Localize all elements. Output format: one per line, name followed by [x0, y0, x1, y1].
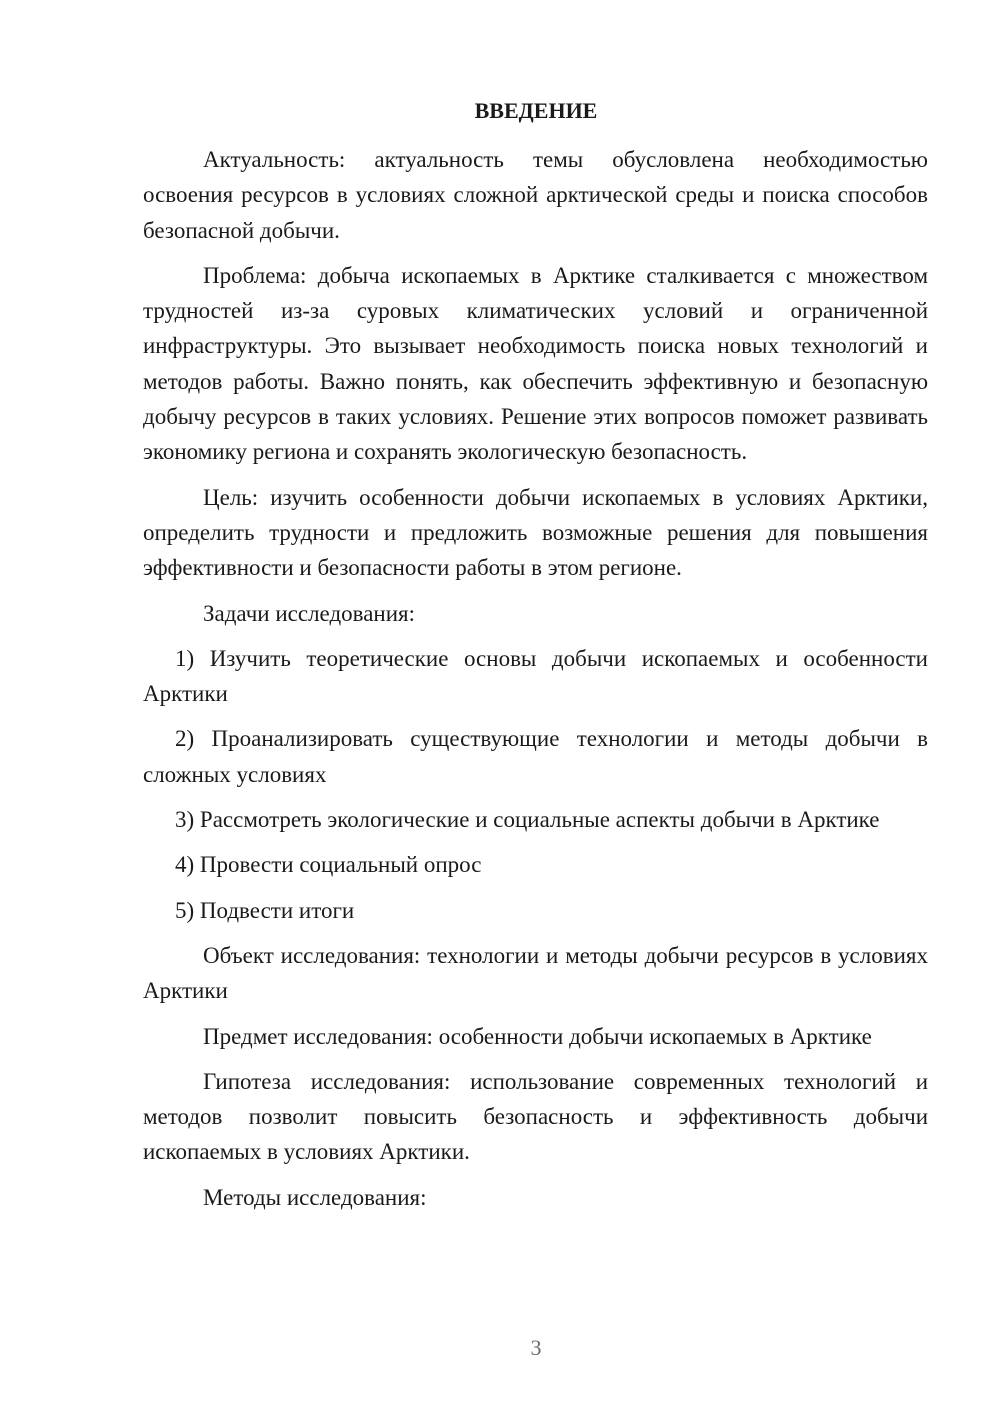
- tasks-heading: Задачи исследования:: [203, 600, 416, 626]
- relevance-paragraph: Актуальность: актуальность темы обусловлена необходимостью освоения ресурсов в условиях сложной арктической среды и поиска способов безопасной добычи.: [143, 147, 928, 243]
- methods-heading: Методы исследования:: [203, 1184, 427, 1210]
- object-paragraph: Объект исследования: технологии и методы добычи ресурсов в условиях Арктики: [143, 942, 928, 1004]
- task-item-5: 5) Подвести итоги: [175, 897, 355, 923]
- page-number: 3: [530, 1335, 542, 1360]
- hypothesis-paragraph: Гипотеза исследования: использование современных технологий и методов позволит повысить безопасность и эффективность добычи ископаемых в условиях Арктики.: [143, 1068, 928, 1165]
- task-item-3: 3) Рассмотреть экологические и социальные аспекты добычи в Арктике: [175, 807, 880, 833]
- task-item-4: 4) Провести социальный опрос: [175, 852, 482, 878]
- page-title: ВВЕДЕНИЕ: [474, 98, 598, 123]
- subject-paragraph: Предмет исследования: особенности добычи ископаемых в Арктике: [203, 1023, 872, 1049]
- goal-paragraph: Цель: изучить особенности добычи ископаемых в условиях Арктики, определить трудности и предложить возможные решения для повышения эффективности и безопасности работы в этом регионе.: [143, 484, 928, 581]
- task-item-1: 1) Изучить теоретические основы добычи ископаемых и особенности Арктики: [143, 645, 928, 707]
- document-body: [143, 142, 928, 1225]
- problem-paragraph: Проблема: добыча ископаемых в Арктике сталкивается с множеством трудностей из-за суровых климатических условий и ограниченной инфраструктуры. Это вызывает необходимость поиска новых технологий и методов работы. Важно понять, как обеспечить эффективную и безопасную добычу ресурсов в таких условиях. Решение этих вопросов поможет развивать экономику региона и сохранять экологическую безопасность.: [143, 262, 928, 465]
- task-item-2: 2) Проанализировать существующие технологии и методы добычи в сложных условиях: [143, 726, 928, 787]
